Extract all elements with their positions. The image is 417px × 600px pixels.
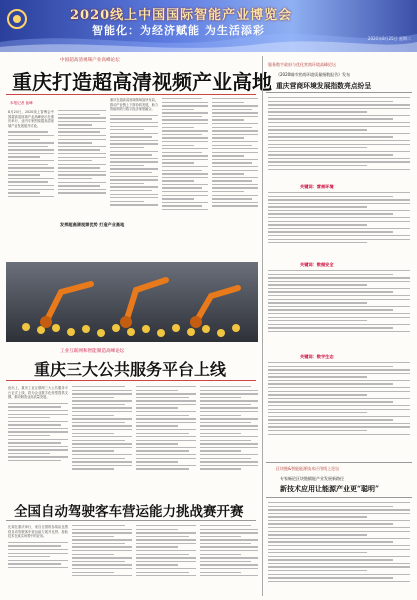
article1-subhead: 发挥超高清视频优势 打造产业高地 xyxy=(60,222,125,227)
article2-text-lines-1 xyxy=(8,403,68,462)
article1-column-5 xyxy=(212,98,258,258)
article3-rule xyxy=(6,520,256,521)
article2-column-1 xyxy=(8,386,68,496)
article3-text-lines-3 xyxy=(136,525,196,576)
article1-text-lines-2 xyxy=(58,110,106,194)
article4-headline: 重庆营商环境发展指数亮点纷呈 xyxy=(276,82,372,90)
factory-robot-photo xyxy=(6,262,258,342)
robot-arm-illustration xyxy=(6,262,258,342)
article1-body-a: 8月24日，2020线上智博会中国超高清视频产业高峰论坛在重庆举行，业内专家围绕超高清视频产业发展展开讨论。 xyxy=(8,110,54,128)
article4-top-headline: 《2020城市营商环境质量指数报告》发布 xyxy=(276,72,351,77)
banner-slogan: 智能化：为经济赋能 为生活添彩 xyxy=(92,24,265,37)
article5-kicker: 区块链&智能能源技术应用线上论坛 xyxy=(276,466,340,471)
article1-column-2 xyxy=(58,110,106,220)
article1-column-3 xyxy=(110,98,158,258)
article1-kicker: 中国超高清视频产业高峰论坛 xyxy=(60,58,120,63)
article3-text-lines-2 xyxy=(72,525,132,576)
article1-body-b: 重庆在超高清视频领域加快布局，推动产业链上下游协同发展，助力智能制造与数字经济深度融合。 xyxy=(110,98,158,112)
article1-text-lines-4 xyxy=(162,98,208,210)
article5-headline: 新技术应用让能源产业更“聪明” xyxy=(280,484,380,493)
article2-column-4 xyxy=(200,386,258,496)
article4-subhead-3: 关键词：数字生态 xyxy=(300,354,334,359)
article5-top-rule xyxy=(266,462,412,463)
expo-logo-icon xyxy=(6,8,28,30)
article2-rule xyxy=(6,380,256,381)
article3-column-2 xyxy=(72,525,132,597)
article2-text-lines-4 xyxy=(200,386,258,470)
article2-text-lines-2 xyxy=(72,386,132,470)
article1-rule xyxy=(6,94,256,95)
article2-text-lines-3 xyxy=(136,386,196,470)
article2-headline: 重庆三大公共服务平台上线 xyxy=(34,360,227,379)
article4-subhead-1: 关键词：营商环境 xyxy=(300,184,334,189)
article3-column-1 xyxy=(8,525,68,597)
column-divider xyxy=(262,56,263,596)
article2-body: 论坛上，重庆工业互联网三大公共服务平台正式上线，将为企业数字化转型提供支撑，推动制造业高质量发展。 xyxy=(8,386,68,400)
article4-text-lines-1 xyxy=(268,97,410,172)
article3-text-lines-4 xyxy=(200,525,258,576)
article5-text-lines xyxy=(268,502,410,584)
article2-kicker: 工业互联网和智能制造高峰论坛 xyxy=(60,349,125,354)
article3-text-lines-1 xyxy=(8,542,68,568)
article3-body: 比赛在重庆举行，来自全国的参赛队伍围绕自动驾驶客车营运能力展开比拼，检验技术在真实场景中的应用。 xyxy=(8,525,68,539)
article3-column-3 xyxy=(136,525,196,597)
article1-text-lines-3 xyxy=(110,115,158,206)
article4-text-lines-2 xyxy=(268,192,410,246)
article4-kicker: 服务数字政府与优化营商环境高峰论坛 xyxy=(268,62,336,67)
article4-text-lines-4 xyxy=(268,362,410,437)
article3-headline: 全国自动驾驶客车营运能力挑战赛开赛 xyxy=(14,504,244,520)
article4-text-lines-3 xyxy=(268,270,410,334)
article2-column-3 xyxy=(136,386,196,496)
article1-headline: 重庆打造超高清视频产业高地 xyxy=(12,70,272,94)
banner-title: 2020线上中国国际智能产业博览会 xyxy=(70,8,293,23)
article1-text-lines-5 xyxy=(212,98,258,207)
article2-column-2 xyxy=(72,386,132,496)
masthead-banner xyxy=(0,0,417,52)
article4-rule xyxy=(266,92,412,93)
article1-byline: 本报记者 崔峰 xyxy=(10,101,33,105)
article1-column-4 xyxy=(162,98,208,258)
article5-top-headline: 专家畅论区块链赋能产业发展新路径 xyxy=(280,476,344,481)
banner-date: 2020年8月25日 星期二 xyxy=(367,36,411,41)
article3-column-4 xyxy=(200,525,258,597)
article5-rule xyxy=(266,497,412,498)
article1-column-1 xyxy=(8,110,54,260)
article4-subhead-2: 关键词：数据安全 xyxy=(300,262,334,267)
article1-text-lines-1 xyxy=(8,131,54,197)
